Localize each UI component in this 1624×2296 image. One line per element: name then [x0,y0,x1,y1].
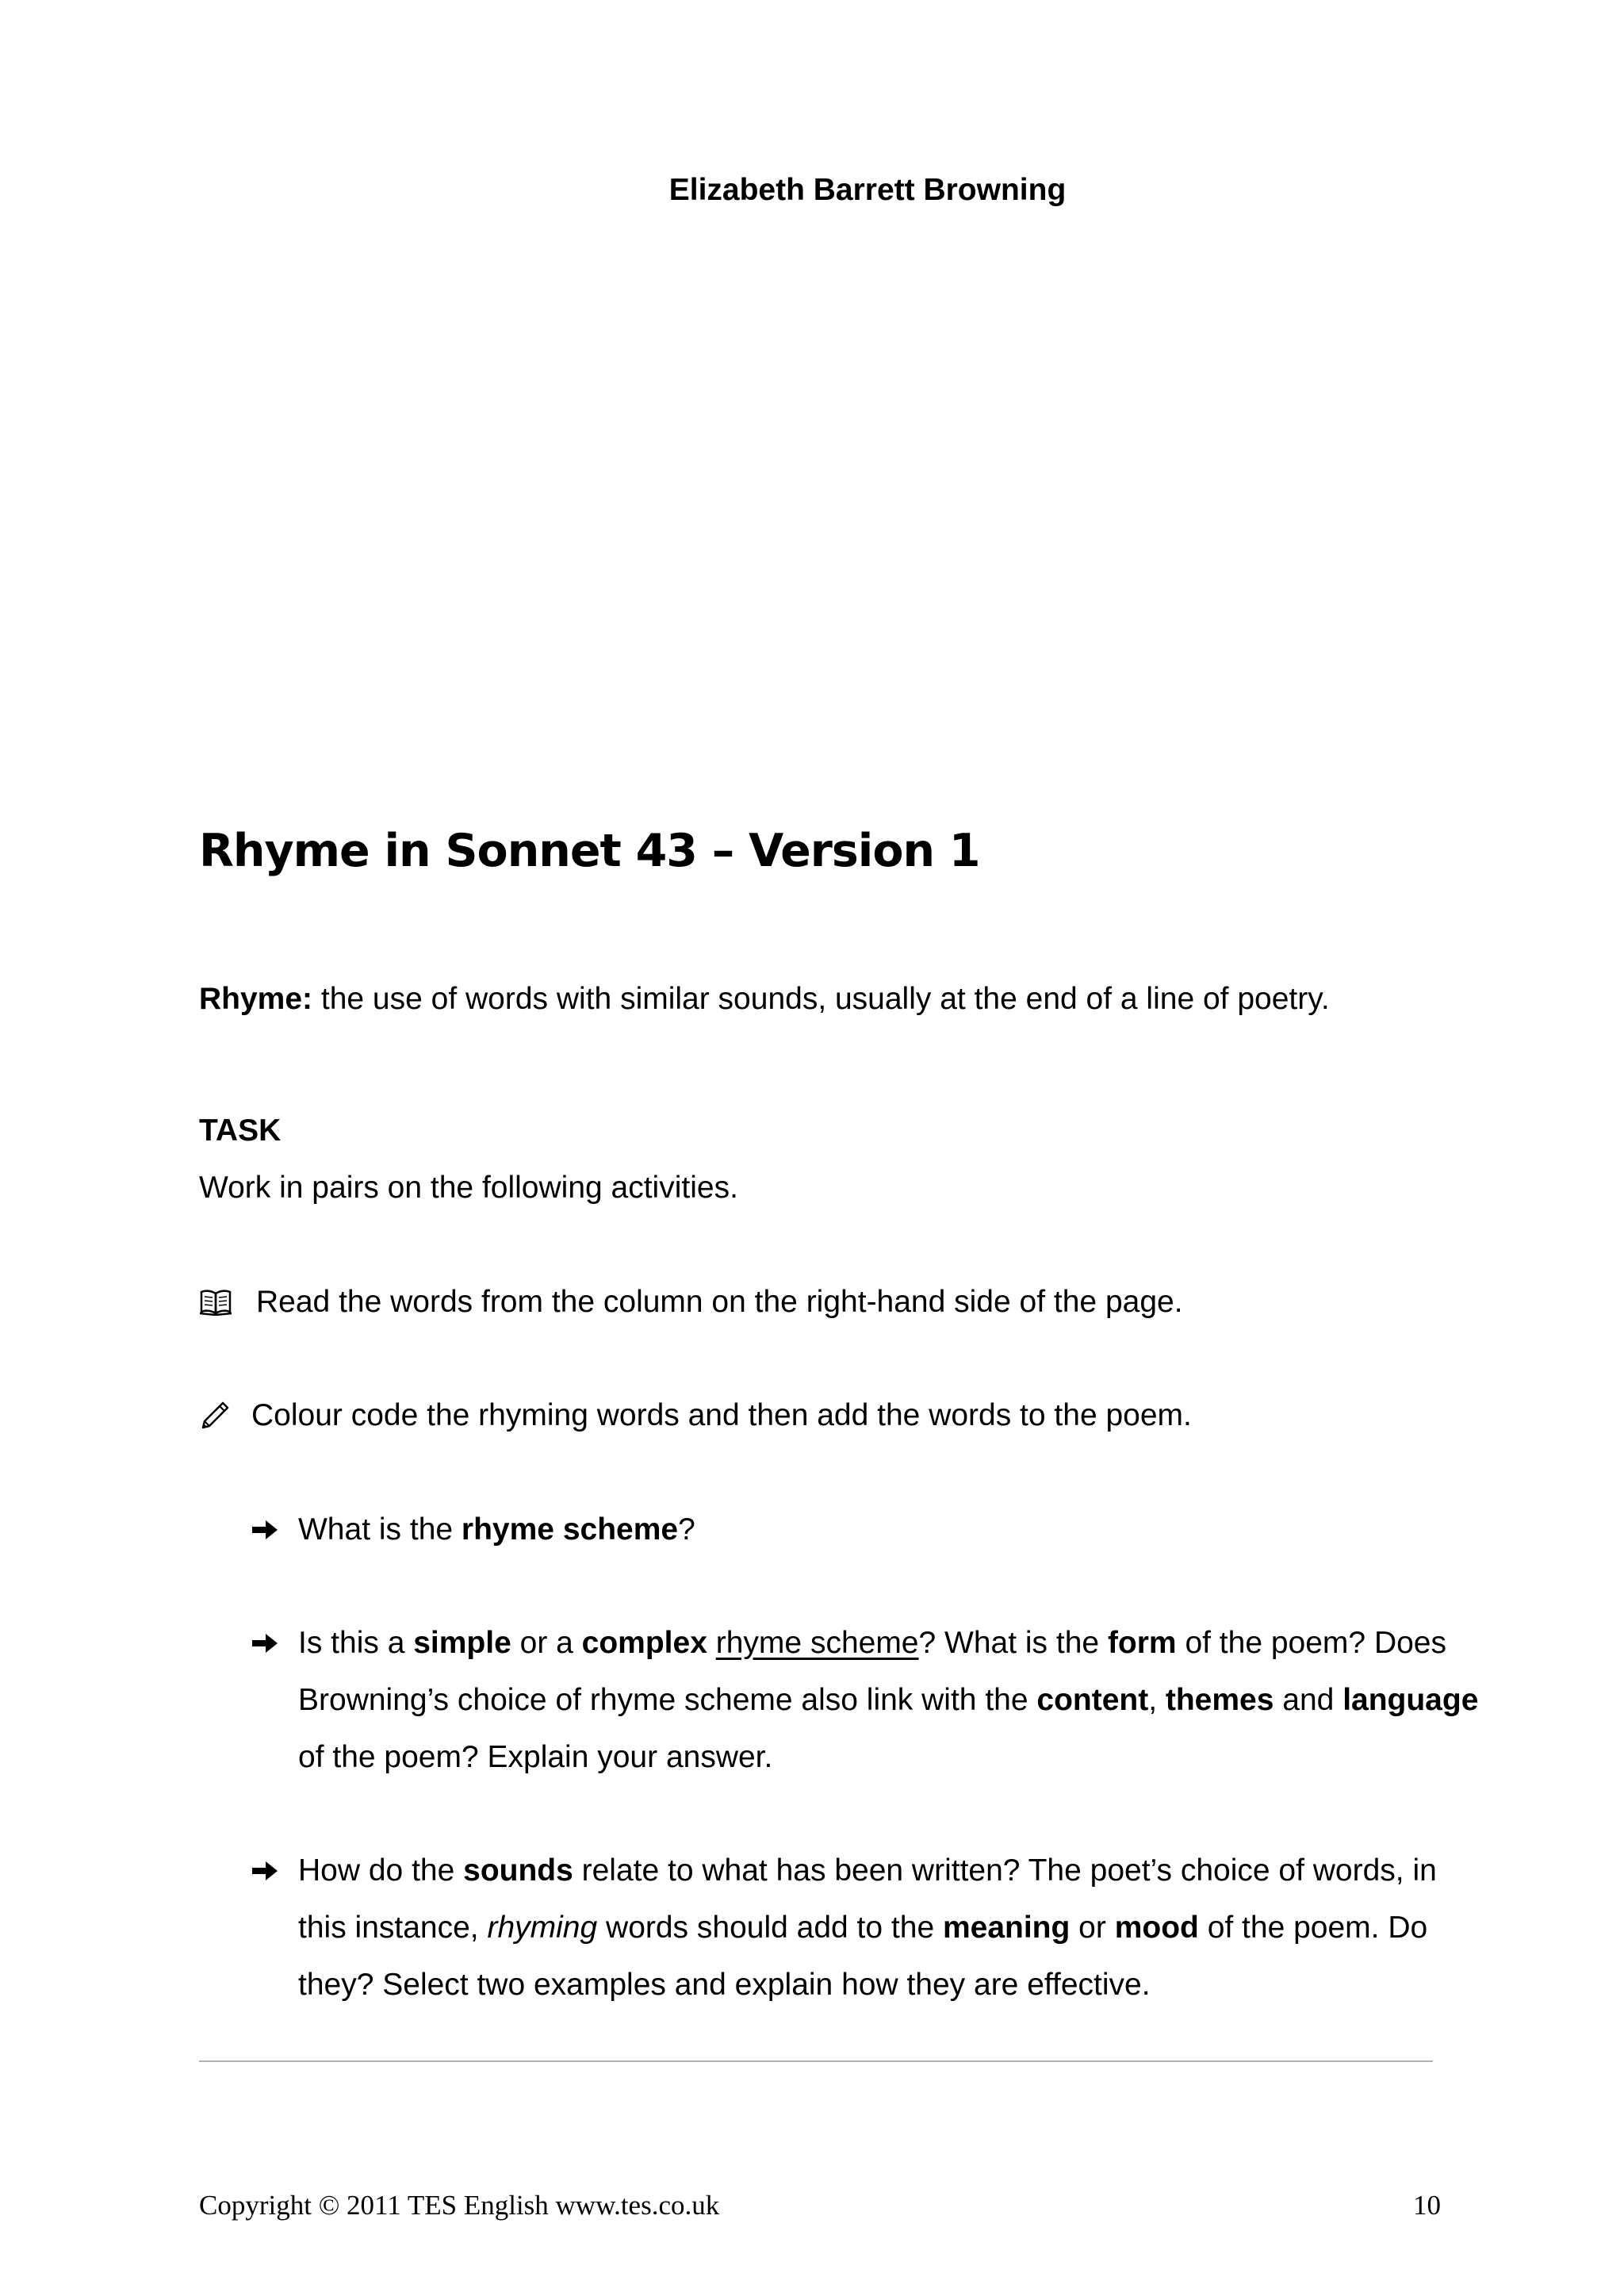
instruction-colour-text: Colour code the rhyming words and then add the words to the poem. [251,1398,1192,1432]
arrow-right-icon [251,1859,279,1883]
arrow-right-icon [251,1631,279,1655]
page-number: 10 [1413,2190,1441,2221]
question-sounds-text: How do the sounds relate to what has been written? The poet’s choice of words, in this instance, rhyming words should add to the meaning or mood of the poem. Do they? Select two examples and explain how they are effective. [298,1853,1437,2002]
task-intro: Work in pairs on the following activities. [199,1171,738,1205]
instruction-read [199,1274,1183,1331]
question-rhyme-scheme [251,1501,1488,1558]
rhyme-definition [199,971,1330,1028]
page-title: Rhyme in Sonnet 43 – Version 1 [199,825,980,877]
author-header: Elizabeth Barrett Browning [668,173,1067,207]
question-simple-or-complex-text: Is this a simple or a complex rhyme scheme? What is the form of the poem? Does Browning’s choice of rhyme scheme also link with the content, themes and language of the poem? Explain your answer. [298,1626,1479,1774]
question-sounds [251,1842,1488,2014]
task-heading: TASK [199,1114,282,1148]
definition-text: the use of words with similar sounds, usually at the end of a line of poetry. [312,982,1330,1016]
question-simple-or-complex [251,1615,1488,1786]
question-rhyme-scheme-text: What is the rhyme scheme? [298,1512,695,1547]
footer-divider [199,2060,1433,2062]
instruction-read-text: Read the words from the column on the right-hand side of the page. [256,1285,1183,1319]
pencil-icon [199,1400,231,1432]
open-book-icon [199,1289,232,1316]
instruction-colour [199,1387,1192,1444]
arrow-right-icon [251,1518,279,1542]
definition-term: Rhyme: [199,982,313,1016]
footer-copyright: Copyright © 2011 TES English www.tes.co.uk [199,2190,720,2221]
